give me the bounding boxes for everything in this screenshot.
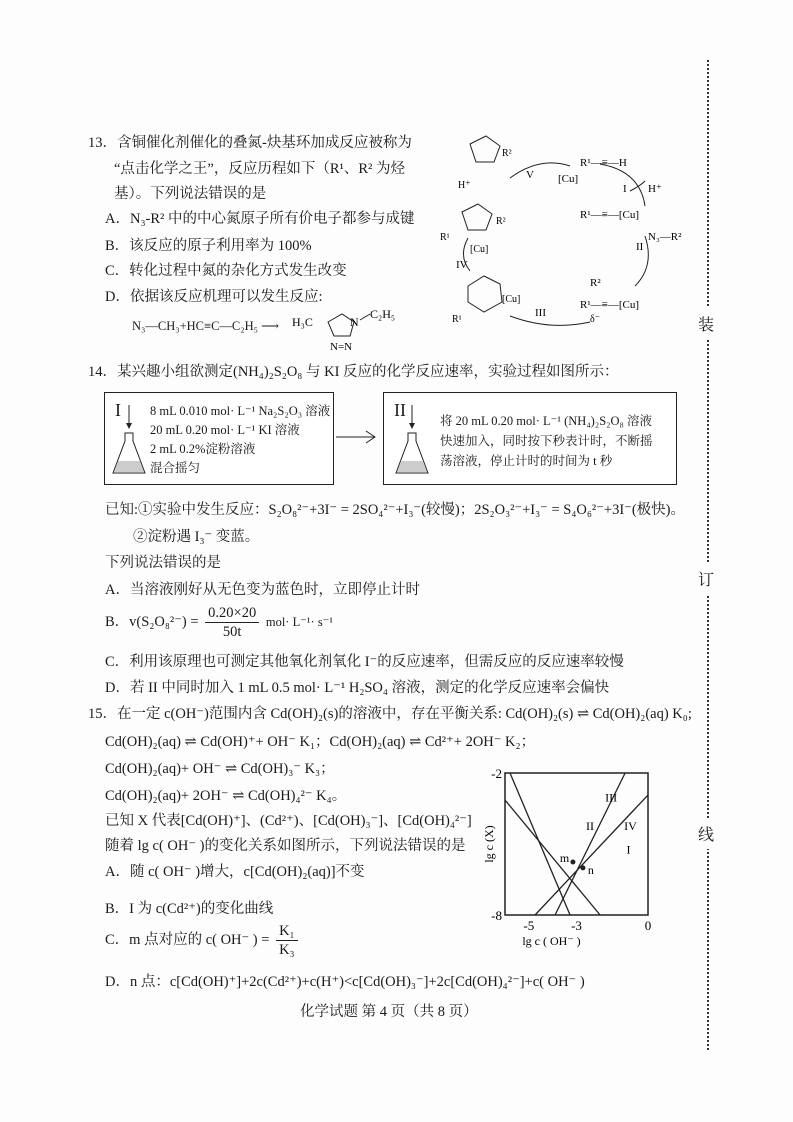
- q14-option-b: [105, 604, 333, 641]
- q15-stem: 随着 lg c( OH⁻ )的变化关系如图所示，下列说法错误的是: [105, 838, 466, 854]
- q15-stem: 已知 X 代表[Cd(OH)⁺]、(Cd²⁺)、[Cd(OH)₃⁻]、[Cd(OH)₄²⁻]: [105, 813, 472, 829]
- q13-equation: N₃—CH₃+HC≡C—C₂H₅ ⟶: [132, 319, 280, 333]
- numerator: 0.20×20: [205, 604, 259, 623]
- curve-label-IV: IV: [624, 818, 637, 833]
- q14-stem: 14．某兴趣小组欲测定(NH₄)₂S₂O₈ 与 KI 反应的化学反应速率，实验过程如图所示：: [88, 364, 619, 380]
- triazole-ring-v: [470, 136, 500, 162]
- product-ethyl: C₂H₅: [370, 307, 396, 321]
- copper-acetylide-label: R¹—≡—[Cu]: [580, 209, 640, 221]
- procedure-line: 将 20 mL 0.20 mol· L⁻¹ (NH₄)₂S₂O₈ 溶液: [440, 414, 653, 428]
- curve-IV: [535, 795, 648, 915]
- curve-label-I: I: [626, 842, 631, 857]
- reagent-line: 混合摇匀: [150, 461, 201, 475]
- product-nn: N=N: [330, 341, 353, 353]
- q13-stem: 13．含铜催化剂催化的叠氮-炔基环加成反应被称为: [88, 135, 412, 151]
- arrow-iii: [510, 316, 590, 325]
- point-n: [580, 865, 585, 870]
- denominator: 50t: [222, 624, 242, 640]
- lg-c-chart: [470, 758, 670, 958]
- r1-label: R¹: [452, 314, 462, 325]
- q14-option-c: C．利用该原理也可测定其他氧化剂氧化 I⁻的反应速率，但需反应的反应速率较慢: [105, 654, 624, 670]
- binding-mark: 线: [698, 818, 714, 849]
- reagent-line: 2 mL 0.2%淀粉溶液: [150, 442, 256, 456]
- q15-option-d: D．n 点：c[Cd(OH)⁺]+2c(Cd²⁺)+c(H⁺)<c[Cd(OH)₃⁻]+2c[Cd(OH)₄²⁻]+c( OH⁻ ): [105, 974, 585, 990]
- complex-label: R¹—≡—[Cu]: [580, 299, 640, 311]
- arrow-right-icon: [336, 430, 378, 444]
- experiment-box-1: [104, 392, 334, 485]
- cu-label: [Cu]: [502, 294, 521, 305]
- reagent-line: 20 mL 0.20 mol· L⁻¹ KI 溶液: [150, 423, 300, 437]
- fraction: [276, 922, 298, 959]
- product-methyl: H₃C: [292, 315, 313, 329]
- azide-label: N₃—R²: [648, 231, 682, 243]
- q15-stem: 15．在一定 c(OH⁻)范围内含 Cd(OH)₂(s)的溶液中，存在平衡关系: Cd(OH)₂(s) ⇌ Cd(OH)₂(aq) K₀;: [88, 706, 692, 722]
- q13-option-d: D．依据该反应机理可以发生反应:: [105, 289, 323, 305]
- r2-label: R²: [496, 216, 506, 227]
- q14-option-d: D．若 II 中同时加入 1 mL 0.5 mol· L⁻¹ H₂SO₄ 溶液，测定的化学反应速率会偏快: [105, 680, 610, 696]
- y-tick-label: -2: [491, 766, 502, 781]
- denominator: K₃: [279, 942, 295, 958]
- q14-known-1: 已知:①实验中发生反应：S₂O₈²⁻+3I⁻ = 2SO₄²⁻+I₃⁻(较慢)；2S₂O₃²⁻+I₃⁻ = S₄O₆²⁻+3I⁻(极快)。: [105, 502, 685, 518]
- step-i: I: [623, 183, 627, 195]
- catalytic-cycle-diagram: [440, 126, 690, 348]
- y-axis-label: lg c (X): [482, 825, 496, 863]
- cu-label: [Cu]: [470, 244, 489, 255]
- q15-option-c: [105, 922, 301, 959]
- procedure-line: 快速加入，同时按下秒表计时，不断摇: [440, 434, 653, 448]
- product-n: N: [350, 315, 359, 329]
- hplus-label: H⁺: [458, 180, 471, 191]
- q14-question: 下列说法错误的是: [105, 555, 221, 571]
- q13-stem: “点击化学之王”，反应历程如下（R¹、R² 为烃: [114, 161, 406, 177]
- binding-mark: 订: [698, 563, 714, 594]
- y-tick-label: -8: [491, 908, 502, 923]
- q13-option-a: A．N₃-R² 中的中心氮原子所有价电子都参与成键: [105, 211, 415, 227]
- experiment-box-2: [383, 392, 677, 485]
- hplus-label: H⁺: [648, 183, 662, 195]
- triazole-ring-iv: [462, 204, 492, 230]
- binding-mark: 装: [698, 308, 714, 339]
- q15-option-a: A．随 c( OH⁻ )增大，c[Cd(OH)₂(aq)]不变: [105, 864, 365, 880]
- r2-label: R²: [590, 277, 601, 289]
- step-label: I: [115, 400, 121, 420]
- option-c-prefix: C．m 点对应的 c( OH⁻ ) =: [105, 931, 270, 948]
- q15-stem: Cd(OH)₂(aq) ⇌ Cd(OH)⁺+ OH⁻ K₁；Cd(OH)₂(aq) ⇌ Cd²⁺+ 2OH⁻ K₂；: [105, 734, 536, 750]
- point-m: [570, 859, 575, 864]
- step-ii: II: [636, 241, 644, 253]
- curve-I: [510, 773, 570, 915]
- x-tick-label: 0: [644, 918, 652, 933]
- page-footer: 化学试题 第 4 页（共 8 页）: [300, 1004, 478, 1020]
- point-label-n: n: [587, 862, 594, 877]
- q14-option-a: A．当溶液刚好从无色变为蓝色时，立即停止计时: [105, 582, 420, 598]
- step-label: II: [394, 400, 406, 420]
- x-tick-label: -5: [523, 918, 535, 933]
- q13-option-b: B．该反应的原子利用率为 100%: [105, 238, 312, 254]
- curve-label-II: II: [586, 818, 595, 833]
- fraction: [205, 604, 259, 641]
- step-iv: IV: [456, 259, 468, 271]
- curve-label-III: III: [605, 790, 618, 805]
- q13-option-c: C．转化过程中氮的杂化方式发生改变: [105, 263, 347, 279]
- x-tick-label: -3: [571, 918, 582, 933]
- q15-stem: Cd(OH)₂(aq)+ OH⁻ ⇌ Cd(OH)₃⁻ K₃；: [105, 761, 335, 777]
- cu-catalyst: [Cu]: [558, 173, 579, 185]
- numerator: K₁: [276, 922, 298, 941]
- procedure-line: 荡溶液，停止计时的时间为 t 秒: [440, 454, 613, 468]
- flask-icon: [394, 405, 430, 477]
- binding-dotted-line: [707, 60, 709, 1050]
- point-label-m: m: [559, 850, 570, 865]
- q15-stem: Cd(OH)₂(aq)+ 2OH⁻ ⇌ Cd(OH)₄²⁻ K₄。: [105, 788, 347, 804]
- delta-label: δ⁻: [590, 314, 600, 325]
- q13-stem: 基）。下列说法错误的是: [114, 186, 267, 202]
- option-b-prefix: B．v(S₂O₈²⁻) =: [105, 613, 199, 630]
- flask-icon: [111, 405, 147, 477]
- unit: mol· L⁻¹· s⁻¹: [265, 614, 334, 629]
- alkyne-label: R¹—≡—H: [580, 157, 627, 169]
- reagent-line: 8 mL 0.010 mol· L⁻¹ Na₂S₂O₃ 溶液: [150, 404, 331, 418]
- triazole-product-structure: [292, 306, 412, 356]
- step-iii: III: [535, 307, 546, 319]
- q15-option-b: B．I 为 c(Cd²⁺)的变化曲线: [105, 901, 274, 917]
- r1-label: R¹: [440, 232, 450, 243]
- r2-label: R²: [502, 148, 512, 159]
- curve-II: [505, 800, 600, 915]
- x-axis-label: lg c ( OH⁻ ): [522, 934, 581, 948]
- six-ring-iii: [468, 276, 502, 312]
- q14-known-2: ②淀粉遇 I₃⁻ 变蓝。: [133, 529, 260, 545]
- step-v: V: [526, 169, 534, 181]
